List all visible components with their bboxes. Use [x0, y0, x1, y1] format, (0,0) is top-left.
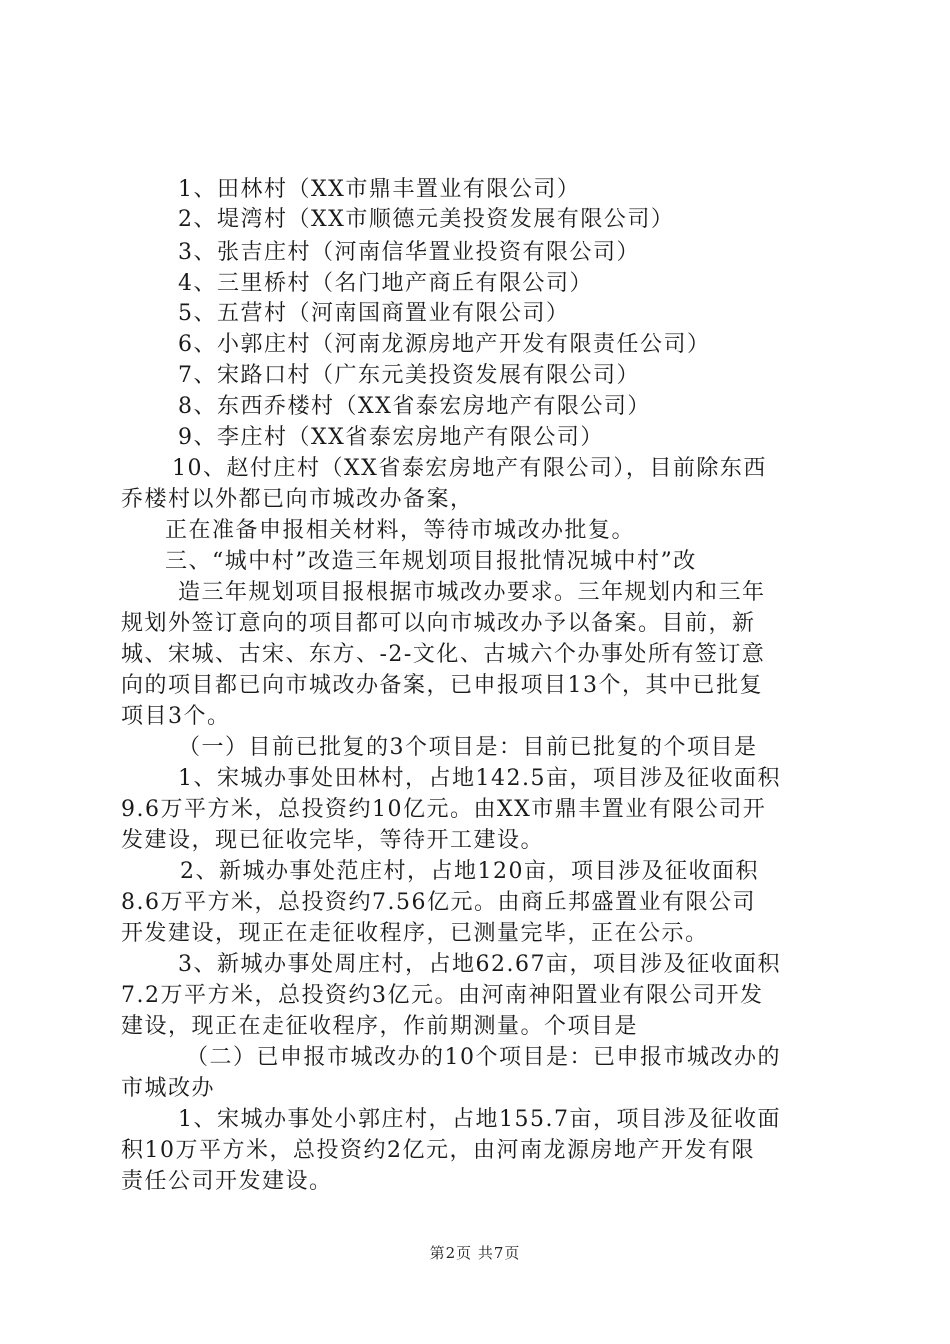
paragraph-line: 2、新城办事处范庄村，占地120亩，项目涉及征收面积: [180, 859, 759, 884]
paragraph-line: 2、堤湾村（XX市顺德元美投资发展有限公司）: [178, 207, 675, 232]
paragraph-line: 1、田林村（XX市鼎丰置业有限公司）: [178, 177, 581, 202]
paragraph-line: 发建设，现已征收完毕，等待开工建设。: [121, 828, 545, 853]
paragraph-line: 1、宋城办事处田林村，占地142.5亩，项目涉及征收面积: [178, 766, 781, 791]
subsection-heading: （二）已申报市城改办的10个项目是：已申报市城改办的: [186, 1045, 781, 1070]
paragraph-line: 开发建设，现正在走征收程序，已测量完毕，正在公示。: [121, 921, 709, 946]
paragraph-line: 责任公司开发建设。: [121, 1169, 333, 1194]
paragraph-line: 5、五营村（河南国商置业有限公司）: [178, 301, 570, 326]
paragraph-line: 向的项目都已向市城改办备案，已申报项目13个，其中已批复: [121, 673, 763, 698]
paragraph-line: 规划外签订意向的项目都可以向市城改办予以备案。目前，新: [121, 611, 756, 636]
paragraph-line: 8、东西乔楼村（XX省泰宏房地产有限公司）: [178, 394, 651, 419]
paragraph-line: 造三年规划项目报根据市城改办要求。三年规划内和三年: [178, 580, 766, 605]
page-number-footer: 第2页 共7页: [429, 1244, 521, 1262]
paragraph-line: 7.2万平方米，总投资约3亿元。由河南神阳置业有限公司开发: [121, 983, 764, 1008]
paragraph-line: 积10万平方米，总投资约2亿元，由河南龙源房地产开发有限: [121, 1138, 755, 1163]
paragraph-line: 8.6万平方米，总投资约7.56亿元。由商丘邦盛置业有限公司: [121, 890, 756, 915]
paragraph-line: 3、张吉庄村（河南信华置业投资有限公司）: [178, 240, 640, 265]
paragraph-line: 10、赵付庄村（XX省泰宏房地产有限公司），目前除东西: [172, 456, 767, 481]
subsection-heading: （一）目前已批复的3个项目是：目前已批复的个项目是: [178, 735, 758, 760]
paragraph-line: 建设，现正在走征收程序，作前期测量。个项目是: [121, 1014, 639, 1039]
paragraph-line: 9、李庄村（XX省泰宏房地产有限公司）: [178, 425, 604, 450]
paragraph-line: 9.6万平方米，总投资约10亿元。由XX市鼎丰置业有限公司开: [121, 797, 767, 822]
paragraph-line: 城、宋城、古宋、东方、-2-文化、古城六个办事处所有签订意: [121, 642, 766, 667]
paragraph-line: 市城改办: [121, 1076, 216, 1101]
paragraph-line: 项目3个。: [121, 704, 231, 729]
paragraph-line: 6、小郭庄村（河南龙源房地产开发有限责任公司）: [178, 332, 711, 357]
paragraph-line: 4、三里桥村（名门地产商丘有限公司）: [178, 271, 593, 296]
paragraph-line: 1、宋城办事处小郭庄村，占地155.7亩，项目涉及征收面: [178, 1107, 781, 1132]
paragraph-line: 7、宋路口村（广东元美投资发展有限公司）: [178, 363, 640, 388]
paragraph-line: 正在准备申报相关材料，等待市城改办批复。: [165, 518, 636, 543]
paragraph-line: 3、新城办事处周庄村，占地62.67亩，项目涉及征收面积: [178, 952, 781, 977]
section-heading: 三、“城中村”改造三年规划项目报批情况城中村”改: [165, 549, 697, 574]
paragraph-line: 乔楼村以外都已向市城改办备案，: [121, 487, 474, 512]
